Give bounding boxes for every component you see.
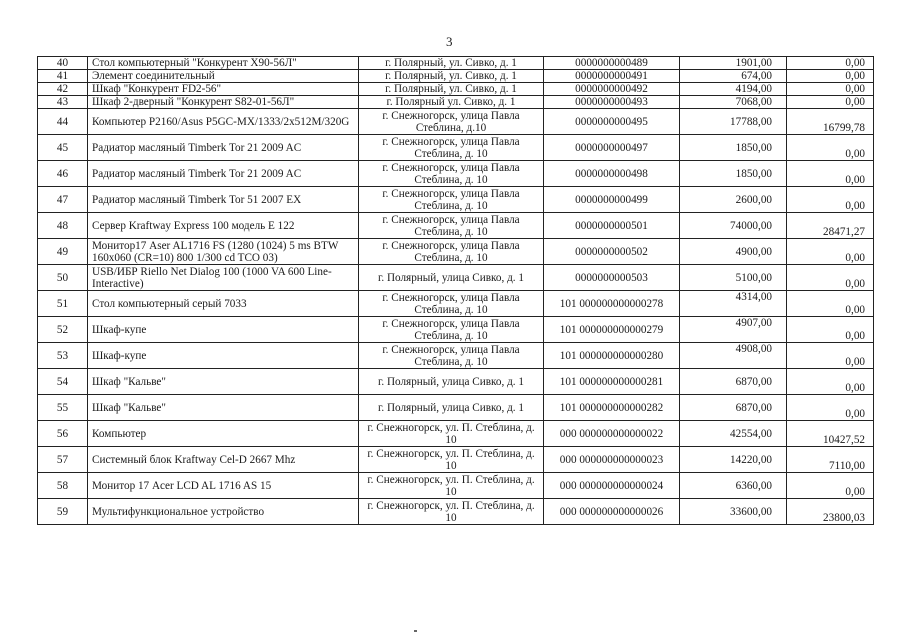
residual-value: 16799,78 <box>787 109 874 135</box>
inventory-number: 101 000000000000281 <box>544 369 680 395</box>
row-number: 55 <box>38 395 88 421</box>
inventory-number: 0000000000489 <box>544 57 680 70</box>
residual-value: 10427,52 <box>787 421 874 447</box>
table-row <box>38 265 874 291</box>
item-address: г. Снежногорск, ул. П. Стеблина, д. 10 <box>359 421 544 447</box>
item-name: Шкаф "Конкурент FD2-56" <box>88 83 359 96</box>
initial-cost: 2600,00 <box>680 187 787 213</box>
initial-cost: 1850,00 <box>680 161 787 187</box>
initial-cost: 1850,00 <box>680 135 787 161</box>
row-number: 45 <box>38 135 88 161</box>
item-address: г. Снежногорск, улица Павла Стеблина, д.10 <box>359 109 544 135</box>
item-name: Шкаф 2-дверный "Конкурент S82-01-56Л" <box>88 96 359 109</box>
residual-value: 0,00 <box>787 317 874 343</box>
residual-value: 0,00 <box>787 135 874 161</box>
inventory-number: 000 000000000000023 <box>544 447 680 473</box>
inventory-number: 101 000000000000278 <box>544 291 680 317</box>
residual-value: 0,00 <box>787 395 874 421</box>
inventory-number: 0000000000493 <box>544 96 680 109</box>
initial-cost: 33600,00 <box>680 499 787 525</box>
table-row <box>38 70 874 83</box>
row-number: 53 <box>38 343 88 369</box>
item-address: г. Снежногорск, улица Павла Стеблина, д. 10 <box>359 187 544 213</box>
initial-cost: 5100,00 <box>680 265 787 291</box>
initial-cost: 6870,00 <box>680 395 787 421</box>
item-name: Шкаф "Кальве" <box>88 369 359 395</box>
table-row <box>38 187 874 213</box>
inventory-number: 0000000000502 <box>544 239 680 265</box>
inventory-number: 000 000000000000026 <box>544 499 680 525</box>
item-name: Радиатор масляный Timberk Tor 21 2009 AC <box>88 135 359 161</box>
initial-cost: 6870,00 <box>680 369 787 395</box>
item-name: Шкаф-купе <box>88 343 359 369</box>
item-name: Радиатор масляный Timberk Tor 51 2007 EX <box>88 187 359 213</box>
table-row <box>38 343 874 369</box>
item-address: г. Снежногорск, улица Павла Стеблина, д. 10 <box>359 239 544 265</box>
table-row <box>38 421 874 447</box>
initial-cost: 674,00 <box>680 70 787 83</box>
row-number: 41 <box>38 70 88 83</box>
row-number: 46 <box>38 161 88 187</box>
table-row <box>38 447 874 473</box>
row-number: 57 <box>38 447 88 473</box>
item-address: г. Полярный, улица Сивко, д. 1 <box>359 369 544 395</box>
table-row <box>38 317 874 343</box>
inventory-number: 0000000000495 <box>544 109 680 135</box>
initial-cost: 42554,00 <box>680 421 787 447</box>
inventory-table <box>37 56 874 525</box>
item-name: Мультифункциональное устройство <box>88 499 359 525</box>
row-number: 58 <box>38 473 88 499</box>
residual-value: 0,00 <box>787 57 874 70</box>
table-row <box>38 83 874 96</box>
residual-value: 28471,27 <box>787 213 874 239</box>
initial-cost: 7068,00 <box>680 96 787 109</box>
row-number: 56 <box>38 421 88 447</box>
item-address: г. Полярный, улица Сивко, д. 1 <box>359 265 544 291</box>
inventory-number: 000 000000000000024 <box>544 473 680 499</box>
item-address: г. Полярный, ул. Сивко, д. 1 <box>359 70 544 83</box>
residual-value: 0,00 <box>787 265 874 291</box>
item-address: г. Полярный, ул. Сивко, д. 1 <box>359 83 544 96</box>
initial-cost: 6360,00 <box>680 473 787 499</box>
table-row <box>38 161 874 187</box>
table-row <box>38 135 874 161</box>
row-number: 48 <box>38 213 88 239</box>
initial-cost: 4194,00 <box>680 83 787 96</box>
residual-value: 0,00 <box>787 96 874 109</box>
table-row <box>38 213 874 239</box>
residual-value: 23800,03 <box>787 499 874 525</box>
initial-cost: 14220,00 <box>680 447 787 473</box>
initial-cost: 4907,00 <box>680 317 787 343</box>
item-name: Сервер Kraftway Express 100 модель E 122 <box>88 213 359 239</box>
item-name: Шкаф "Кальве" <box>88 395 359 421</box>
table-row <box>38 499 874 525</box>
inventory-number: 101 000000000000280 <box>544 343 680 369</box>
table-row <box>38 473 874 499</box>
inventory-number: 0000000000499 <box>544 187 680 213</box>
table-row <box>38 369 874 395</box>
item-name: Монитор17 Aser AL1716 FS (1280 (1024) 5 ms BTW 160x060 (CR=10) 800 1/300 cd TCO 03) <box>88 239 359 265</box>
inventory-number: 0000000000497 <box>544 135 680 161</box>
residual-value: 0,00 <box>787 187 874 213</box>
item-address: г. Снежногорск, улица Павла Стеблина, д. 10 <box>359 213 544 239</box>
residual-value: 0,00 <box>787 70 874 83</box>
item-address: г. Снежногорск, улица Павла Стеблина, д. 10 <box>359 161 544 187</box>
row-number: 51 <box>38 291 88 317</box>
item-address: г. Снежногорск, улица Павла Стеблина, д. 10 <box>359 135 544 161</box>
row-number: 50 <box>38 265 88 291</box>
item-address: г. Полярный, ул. Сивко, д. 1 <box>359 57 544 70</box>
table-row <box>38 291 874 317</box>
item-address: г. Полярный ул. Сивко, д. 1 <box>359 96 544 109</box>
item-name: Компьютер P2160/Asus P5GC-MX/1333/2x512M/320G <box>88 109 359 135</box>
table-row <box>38 239 874 265</box>
initial-cost: 4900,00 <box>680 239 787 265</box>
item-address: г. Снежногорск, улица Павла Стеблина, д. 10 <box>359 317 544 343</box>
row-number: 47 <box>38 187 88 213</box>
initial-cost: 17788,00 <box>680 109 787 135</box>
inventory-number: 101 000000000000279 <box>544 317 680 343</box>
row-number: 52 <box>38 317 88 343</box>
item-address: г. Снежногорск, улица Павла Стеблина, д. 10 <box>359 291 544 317</box>
inventory-number: 0000000000501 <box>544 213 680 239</box>
table-row <box>38 395 874 421</box>
inventory-number: 0000000000503 <box>544 265 680 291</box>
item-name: Стол компьютерный серый 7033 <box>88 291 359 317</box>
residual-value: 0,00 <box>787 343 874 369</box>
residual-value: 7110,00 <box>787 447 874 473</box>
row-number: 54 <box>38 369 88 395</box>
item-address: г. Снежногорск, ул. П. Стеблина, д. 10 <box>359 473 544 499</box>
initial-cost: 4908,00 <box>680 343 787 369</box>
residual-value: 0,00 <box>787 83 874 96</box>
item-address: г. Снежногорск, ул. П. Стеблина, д. 10 <box>359 499 544 525</box>
item-name: USB/ИБР Riello Net Dialog 100 (1000 VA 600 Line-Interactive) <box>88 265 359 291</box>
initial-cost: 74000,00 <box>680 213 787 239</box>
row-number: 43 <box>38 96 88 109</box>
table-row <box>38 109 874 135</box>
row-number: 40 <box>38 57 88 70</box>
item-address: г. Полярный, улица Сивко, д. 1 <box>359 395 544 421</box>
initial-cost: 4314,00 <box>680 291 787 317</box>
table-row <box>38 96 874 109</box>
item-address: г. Снежногорск, улица Павла Стеблина, д. 10 <box>359 343 544 369</box>
item-name: Радиатор масляный Timberk Tor 21 2009 AC <box>88 161 359 187</box>
item-name: Компьютер <box>88 421 359 447</box>
item-name: Шкаф-купе <box>88 317 359 343</box>
residual-value: 0,00 <box>787 473 874 499</box>
inventory-number: 0000000000492 <box>544 83 680 96</box>
residual-value: 0,00 <box>787 369 874 395</box>
item-name: Стол компьютерный "Конкурент Х90-56Л" <box>88 57 359 70</box>
row-number: 59 <box>38 499 88 525</box>
residual-value: 0,00 <box>787 291 874 317</box>
residual-value: 0,00 <box>787 161 874 187</box>
inventory-number: 0000000000491 <box>544 70 680 83</box>
item-name: Элемент соединительный <box>88 70 359 83</box>
row-number: 42 <box>38 83 88 96</box>
page-number: 3 <box>446 34 453 49</box>
table-row <box>38 57 874 70</box>
item-name: Монитор 17 Acer LCD AL 1716 AS 15 <box>88 473 359 499</box>
scan-speck <box>414 630 417 632</box>
inventory-number: 000 000000000000022 <box>544 421 680 447</box>
initial-cost: 1901,00 <box>680 57 787 70</box>
row-number: 44 <box>38 109 88 135</box>
inventory-number: 0000000000498 <box>544 161 680 187</box>
row-number: 49 <box>38 239 88 265</box>
item-name: Системный блок Kraftway Cel-D 2667 Mhz <box>88 447 359 473</box>
item-address: г. Снежногорск, ул. П. Стеблина, д. 10 <box>359 447 544 473</box>
inventory-number: 101 000000000000282 <box>544 395 680 421</box>
residual-value: 0,00 <box>787 239 874 265</box>
